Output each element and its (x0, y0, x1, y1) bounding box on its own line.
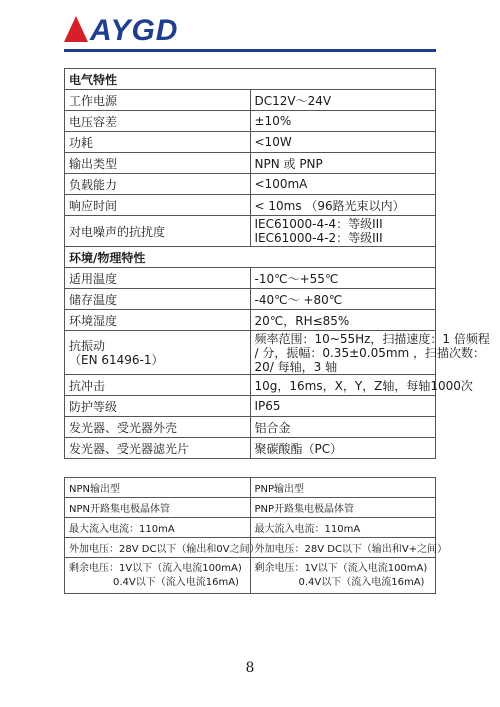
row-label (65, 331, 251, 375)
residual-line: 0.4V以下（流入电流16mA) (113, 576, 239, 588)
residual-line: 剩余电压：1V以下（流入电流100mA) (254, 562, 428, 574)
value-line: 频率范围：10~55Hz，扫描速度：1 倍频程 (254, 331, 490, 346)
table-row (65, 132, 436, 153)
row-value: ±10% (250, 111, 436, 132)
table-row (65, 396, 436, 417)
table-row (65, 289, 436, 310)
table-row (65, 538, 436, 558)
row-value: < 10ms （96路光束以内） (250, 195, 436, 216)
row-label: 储存温度 (65, 289, 251, 310)
value-line: / 分，振幅：0.35±0.05mm ，扫描次数： (254, 345, 486, 360)
row-label: 发光器、受光器外壳 (65, 417, 251, 438)
pnp-type: PNP开路集电极晶体管 (250, 498, 436, 518)
row-label: 输出类型 (65, 153, 251, 174)
section-row (65, 247, 436, 268)
row-value (250, 216, 436, 247)
aygd-logo: AYGD (64, 16, 178, 46)
label-line: （EN 61496-1） (69, 352, 164, 367)
label-line: 抗振动 (69, 338, 106, 353)
row-value: 铝合金 (250, 417, 436, 438)
page-number: 8 (245, 660, 255, 676)
row-value: -10℃～+55℃ (250, 268, 436, 289)
row-label: 电压容差 (65, 111, 251, 132)
table-row (65, 518, 436, 538)
section-row (65, 69, 436, 90)
table-row (65, 375, 436, 396)
npn-residual (65, 558, 251, 594)
row-label: 功耗 (65, 132, 251, 153)
npn-type: NPN开路集电极晶体管 (65, 498, 251, 518)
row-value: <10W (250, 132, 436, 153)
pnp-title: PNP输出型 (250, 478, 436, 498)
row-label: 防护等级 (65, 396, 251, 417)
table-row (65, 268, 436, 289)
section-title-environment: 环境/物理特性 (65, 247, 436, 268)
table-row (65, 111, 436, 132)
output-type-table (64, 477, 448, 594)
page-header (64, 10, 436, 52)
table-row (65, 216, 436, 247)
row-value: NPN 或 PNP (250, 153, 436, 174)
table-row (65, 498, 436, 518)
pnp-residual (250, 558, 436, 594)
table-row (65, 195, 436, 216)
row-label: 抗冲击 (65, 375, 251, 396)
section-title-electrical: 电气特性 (65, 69, 436, 90)
logo-triangle-icon (64, 16, 88, 42)
table-row (65, 153, 436, 174)
row-label: 发光器、受光器滤光片 (65, 438, 251, 459)
header-rule (64, 49, 436, 52)
npn-ext-voltage: 外加电压：28V DC以下（输出和0V之间） (65, 538, 251, 558)
row-value (250, 331, 490, 375)
row-value: 聚碳酸酯（PC） (250, 438, 436, 459)
row-label: 响应时间 (65, 195, 251, 216)
row-label: 环境湿度 (65, 310, 251, 331)
npn-title: NPN输出型 (65, 478, 251, 498)
row-value: <100mA (250, 174, 436, 195)
row-label: 工作电源 (65, 90, 251, 111)
table-row (65, 310, 436, 331)
table-row (65, 90, 436, 111)
row-label: 对电噪声的抗扰度 (65, 216, 251, 247)
value-line: IEC61000-4-4：等级III (254, 217, 383, 231)
pnp-max-current: 最大流入电流：110mA (250, 518, 436, 538)
row-value: DC12V～24V (250, 90, 436, 111)
table-row (65, 478, 436, 498)
value-line: 20/ 每轴，3 轴 (254, 359, 338, 374)
row-value: 20℃，RH≤85% (250, 310, 436, 331)
row-label: 负载能力 (65, 174, 251, 195)
row-label: 适用温度 (65, 268, 251, 289)
spec-table (64, 68, 490, 459)
table-row (65, 331, 436, 375)
table-row (65, 438, 436, 459)
npn-max-current: 最大流入电流：110mA (65, 518, 251, 538)
table-row (65, 417, 436, 438)
value-line: IEC61000-4-2：等级III (254, 231, 383, 245)
row-value: IP65 (250, 396, 436, 417)
residual-line: 0.4V以下（流入电流16mA) (298, 576, 425, 588)
table-row (65, 174, 436, 195)
residual-line: 剩余电压：1V以下（流入电流100mA) (69, 562, 242, 574)
table-row (65, 558, 436, 594)
row-value: -40℃～ +80℃ (250, 289, 436, 310)
pnp-ext-voltage: 外加电压：28V DC以下（输出和V+之间） (250, 538, 436, 558)
row-value: 10g，16ms，X，Y，Z轴，每轴1000次 (250, 375, 436, 396)
